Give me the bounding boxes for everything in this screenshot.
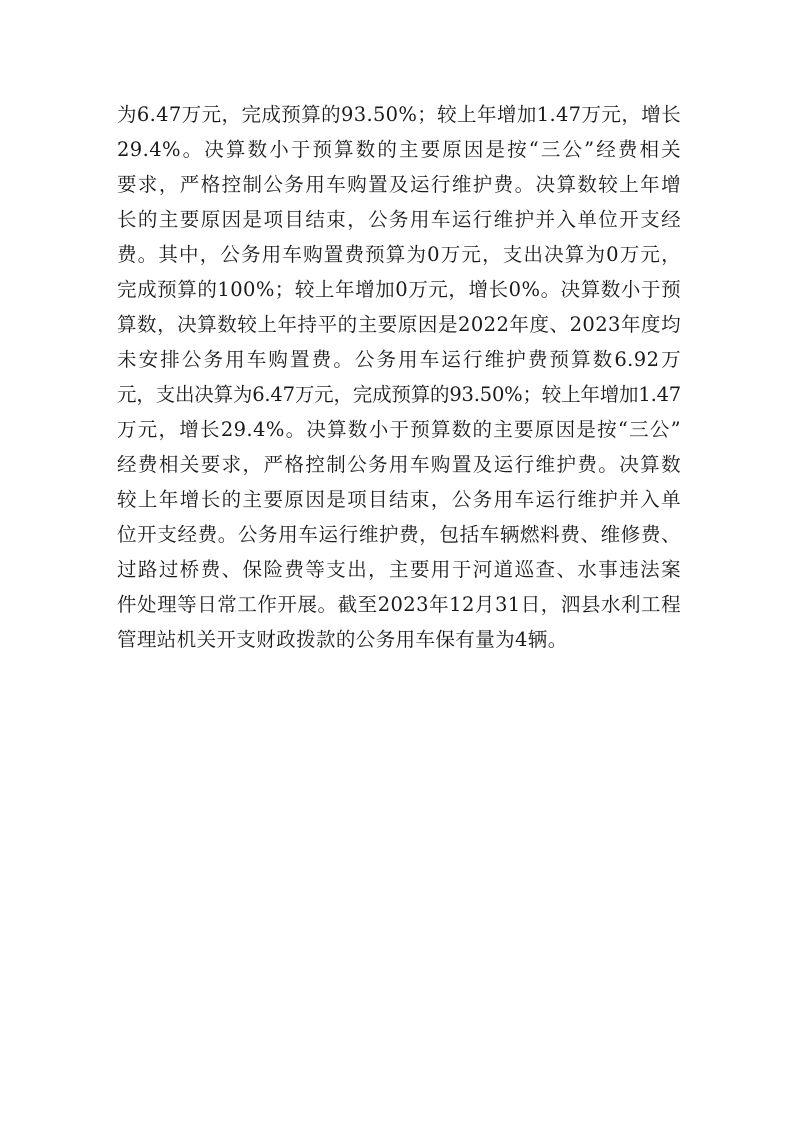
paragraph-line: 位开支经费。公务用车运行维护费，包括车辆燃料费、维修费、 — [117, 523, 681, 546]
paragraph-line: 费。其中，公务用车购置费预算为0万元，支出决算为0万元， — [117, 243, 681, 266]
paragraph-line: 为6.47万元，完成预算的93.50%；较上年增加1.47万元，增长 — [117, 103, 681, 126]
paragraph-line: 经费相关要求，严格控制公务用车购置及运行维护费。决算数 — [117, 453, 681, 476]
paragraph-line: 29.4%。决算数小于预算数的主要原因是按“三公”经费相关 — [117, 138, 681, 161]
paragraph-line-last: 管理站机关开支财政拨款的公务用车保有量为4辆。 — [117, 628, 568, 651]
paragraph-line: 要求，严格控制公务用车购置及运行维护费。决算数较上年增 — [117, 173, 681, 196]
paragraph-line: 完成预算的100%；较上年增加0万元，增长0%。决算数小于预 — [117, 278, 681, 301]
paragraph-line: 件处理等日常工作开展。截至2023年12月31日，泗县水利工程 — [117, 593, 681, 616]
paragraph-line: 算数，决算数较上年持平的主要原因是2022年度、2023年度均 — [117, 313, 681, 336]
body-paragraph — [117, 97, 681, 657]
paragraph-line: 长的主要原因是项目结束，公务用车运行维护并入单位开支经 — [117, 208, 681, 231]
paragraph-line: 较上年增长的主要原因是项目结束，公务用车运行维护并入单 — [117, 488, 681, 511]
paragraph-line: 过路过桥费、保险费等支出，主要用于河道巡查、水事违法案 — [117, 558, 681, 581]
paragraph-line: 未安排公务用车购置费。公务用车运行维护费预算数6.92万 — [117, 348, 681, 371]
paragraph-line: 万元，增长29.4%。决算数小于预算数的主要原因是按“三公” — [117, 418, 681, 441]
paragraph-line: 元，支出决算为6.47万元，完成预算的93.50%；较上年增加1.47 — [117, 383, 681, 406]
